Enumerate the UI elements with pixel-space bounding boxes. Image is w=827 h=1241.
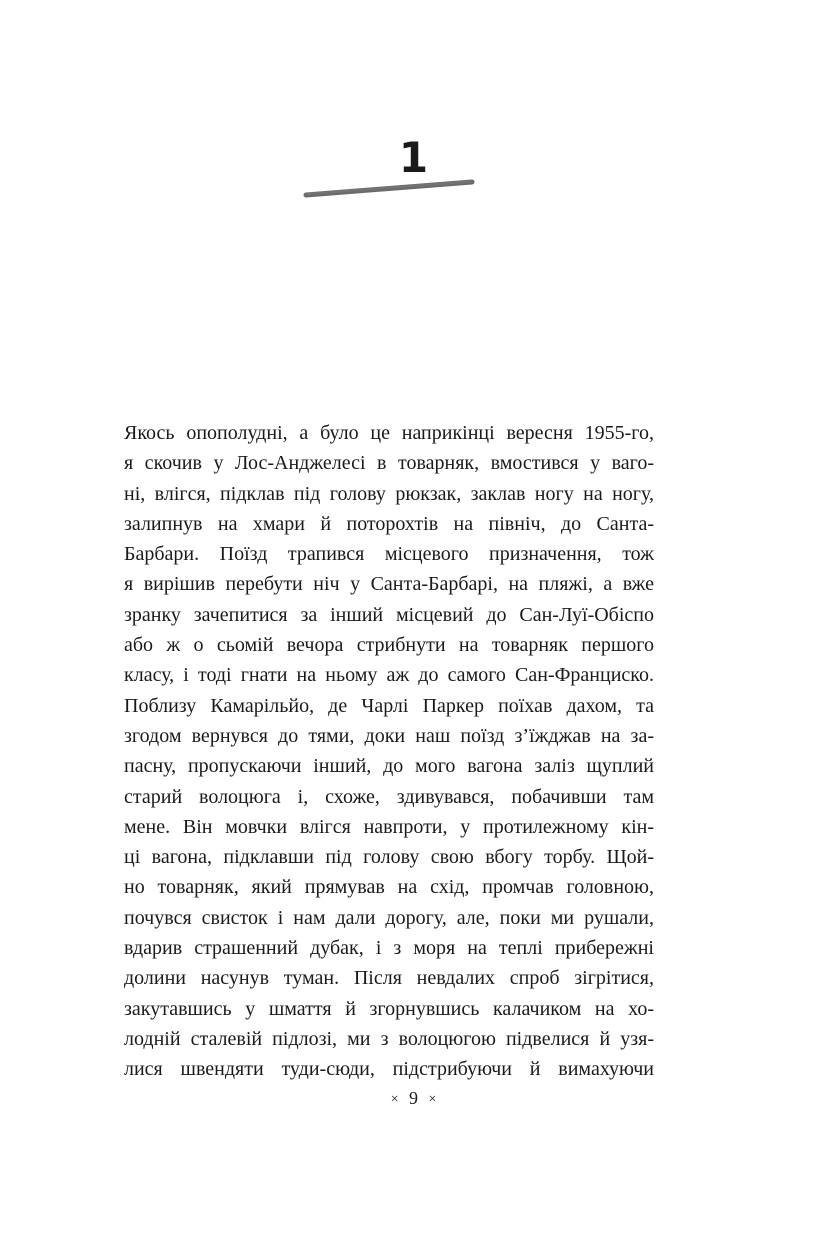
body-line: долини насунув туман. Після невдалих спроб зігрітися, (124, 967, 654, 990)
body-line: пасну, пропускаючи інший, до мого вагона заліз щуплий (124, 755, 654, 778)
footer-ornament-left: × (390, 1092, 399, 1107)
body-line: згодом вернувся до тями, доки наш поїзд з’їжджав на за- (124, 724, 654, 747)
chapter-divider-rule (300, 170, 480, 200)
body-line: Барбари. Поїзд трапився місцевого призначення, тож (124, 543, 654, 566)
body-line: закутавшись у шмаття й згорнувшись калачиком на хо- (124, 997, 654, 1020)
body-line: почувся свисток і нам дали дорогу, але, поки ми рушали, (124, 906, 654, 929)
body-line: Якось опополудні, а було це наприкінці вересня 1955-го, (124, 422, 654, 444)
page-number: 9 (409, 1088, 418, 1108)
body-line: або ж о сьомій вечора стрибнути на товарняк першого (124, 634, 654, 657)
body-line: лодній сталевій підлозі, ми з волоцюгою підвелися й узя- (124, 1027, 654, 1050)
body-line: я вирішив перебути ніч у Санта-Барбарі, на пляжі, а вже (124, 573, 654, 596)
body-line: ні, влігся, підклав під голову рюкзак, заклав ногу на ногу, (124, 482, 654, 505)
body-line: класу, і тоді гнати на ньому аж до самого Сан-Франциско. (124, 664, 654, 687)
body-line: ці вагона, підклавши під голову свою вбогу торбу. Щой- (124, 846, 654, 869)
body-line: лися швендяти туди-сюди, підстрибуючи й вимахуючи (124, 1058, 654, 1081)
body-line: мене. Він мовчки влігся навпроти, у протилежному кін- (124, 815, 654, 838)
chapter-body-text (124, 418, 654, 1085)
chapter-number: 1 (398, 133, 429, 182)
footer-ornament-right: × (428, 1092, 437, 1107)
body-line: зранку зачепитися за інший місцевий до Сан-Луї-Обіспо (124, 603, 654, 626)
body-line: старий волоцюга і, схоже, здивувався, побачивши там (124, 785, 654, 808)
body-line: Поблизу Камарільйо, де Чарлі Паркер поїхав дахом, та (124, 694, 654, 717)
body-line: но товарняк, який прямував на схід, промчав головною, (124, 876, 654, 899)
body-line: я скочив у Лос-Анджелесі в товарняк, вмостився у ваго- (124, 452, 654, 475)
page-number-footer (0, 1088, 827, 1109)
body-line: вдарив страшенний дубак, і з моря на теплі прибережні (124, 937, 654, 960)
body-line: залипнув на хмари й поторохтів на північ, до Санта- (124, 512, 654, 535)
